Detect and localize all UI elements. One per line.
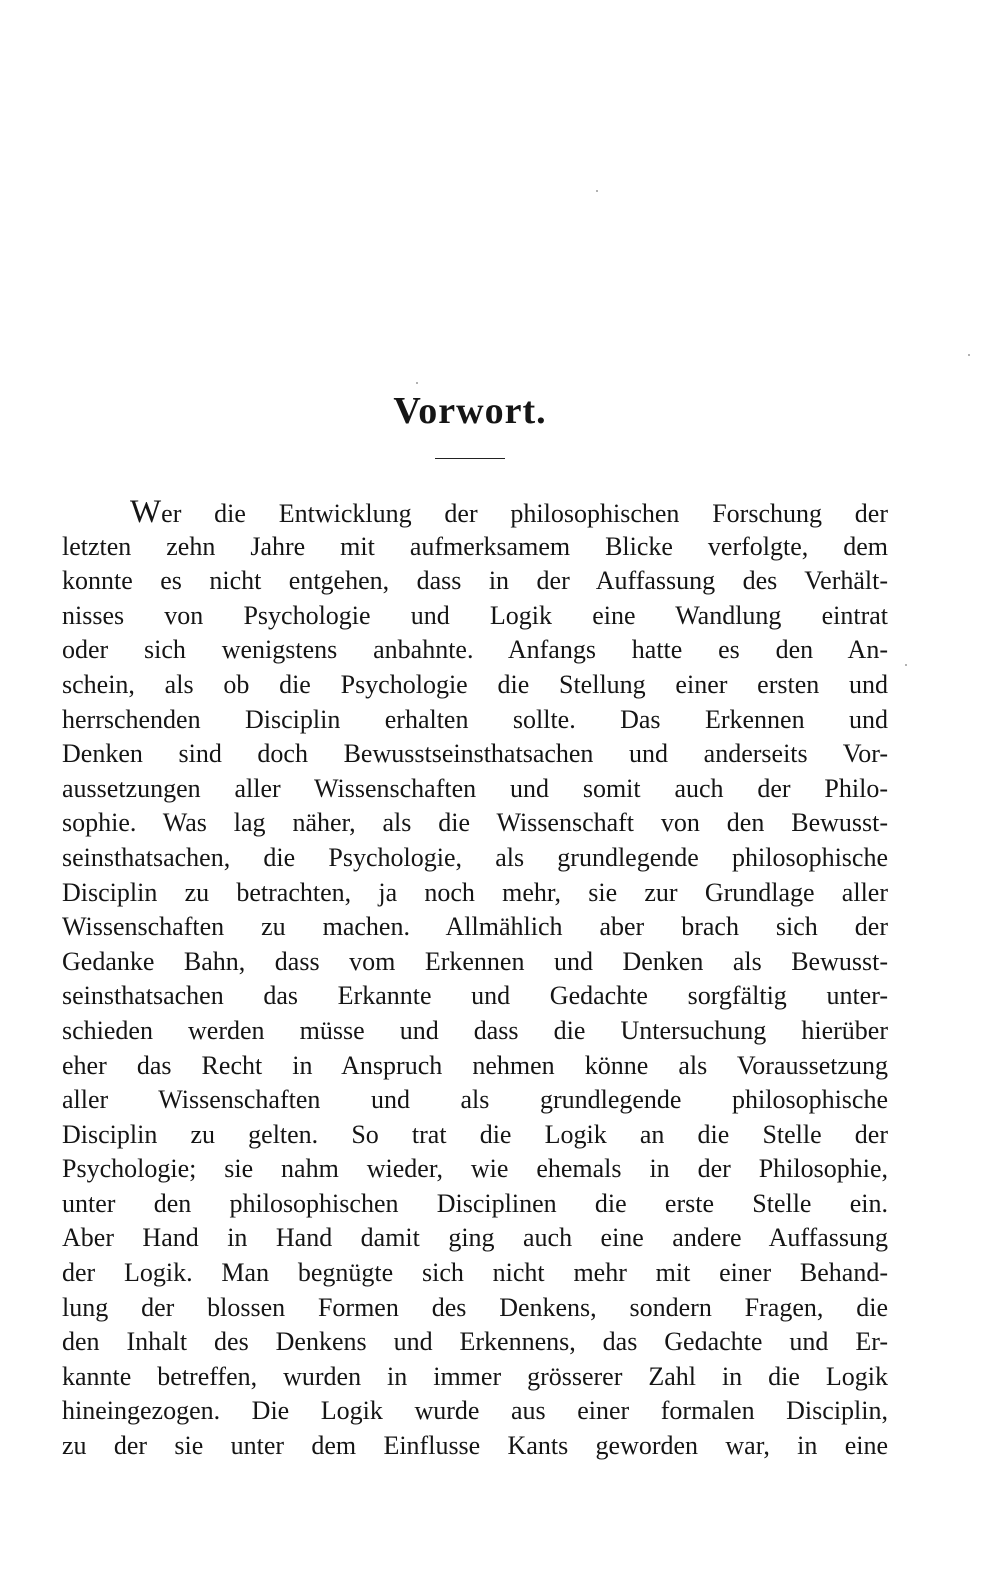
text-line: Wissenschaften zu machen. Allmählich aber brach sich der	[62, 912, 888, 942]
text-line: zu der sie unter dem Einflusse Kants geworden war, in eine	[62, 1431, 888, 1461]
paper-speck	[596, 190, 598, 192]
paper-speck	[416, 382, 418, 384]
text-line: sophie. Was lag näher, als die Wissenschaft von den Bewusst-	[62, 808, 888, 838]
text-line: Denken sind doch Bewusstseinsthatsachen und anderseits Vor-	[62, 739, 888, 769]
text-line: hineingezogen. Die Logik wurde aus einer formalen Disciplin,	[62, 1396, 888, 1426]
text-line: nisses von Psychologie und Logik eine Wandlung eintrat	[62, 600, 888, 630]
text-line: schein, als ob die Psychologie die Stellung einer ersten und	[62, 669, 888, 699]
text-line: kannte betreffen, wurden in immer grösserer Zahl in die Logik	[62, 1361, 888, 1391]
text-line: letzten zehn Jahre mit aufmerksamem Blicke verfolgte, dem	[62, 531, 888, 561]
text-line: Wer die Entwicklung der philosophischen Forschung der	[130, 494, 888, 530]
text-line: seinsthatsachen das Erkannte und Gedachte sorgfältig unter-	[62, 981, 888, 1011]
text-line: Aber Hand in Hand damit ging auch eine andere Auffassung	[62, 1223, 888, 1253]
text-line: schieden werden müsse und dass die Untersuchung hierüber	[62, 1015, 888, 1045]
text-line: den Inhalt des Denkens und Erkennens, das Gedachte und Er-	[62, 1327, 888, 1357]
text-line: lung der blossen Formen des Denkens, sondern Fragen, die	[62, 1292, 888, 1322]
text-line: oder sich wenigstens anbahnte. Anfangs hatte es den An-	[62, 635, 888, 665]
text-line: Gedanke Bahn, dass vom Erkennen und Denken als Bewusst-	[62, 946, 888, 976]
page-title: Vorwort.	[393, 390, 547, 432]
text-line: der Logik. Man begnügte sich nicht mehr mit einer Behand-	[62, 1258, 888, 1288]
text-line: unter den philosophischen Disciplinen die erste Stelle ein.	[62, 1188, 888, 1218]
text-line: Disciplin zu betrachten, ja noch mehr, sie zur Grundlage aller	[62, 877, 888, 907]
body-paragraph	[62, 495, 888, 1464]
text-line: konnte es nicht entgehen, dass in der Auffassung des Verhält-	[62, 566, 888, 596]
text-line: Psychologie; sie nahm wieder, wie ehemals in der Philosophie,	[62, 1154, 888, 1184]
text-line: aussetzungen aller Wissenschaften und somit auch der Philo-	[62, 773, 888, 803]
text-line: Disciplin zu gelten. So trat die Logik an die Stelle der	[62, 1119, 888, 1149]
text-line: herrschenden Disciplin erhalten sollte. Das Erkennen und	[62, 704, 888, 734]
text-line: seinsthatsachen, die Psychologie, als grundlegende philosophische	[62, 842, 888, 872]
paper-speck	[968, 354, 970, 356]
text-line: eher das Recht in Anspruch nehmen könne als Voraussetzung	[62, 1050, 888, 1080]
title-divider	[435, 458, 505, 459]
paper-speck	[905, 664, 907, 666]
text-line: aller Wissenschaften und als grundlegende philosophische	[62, 1085, 888, 1115]
